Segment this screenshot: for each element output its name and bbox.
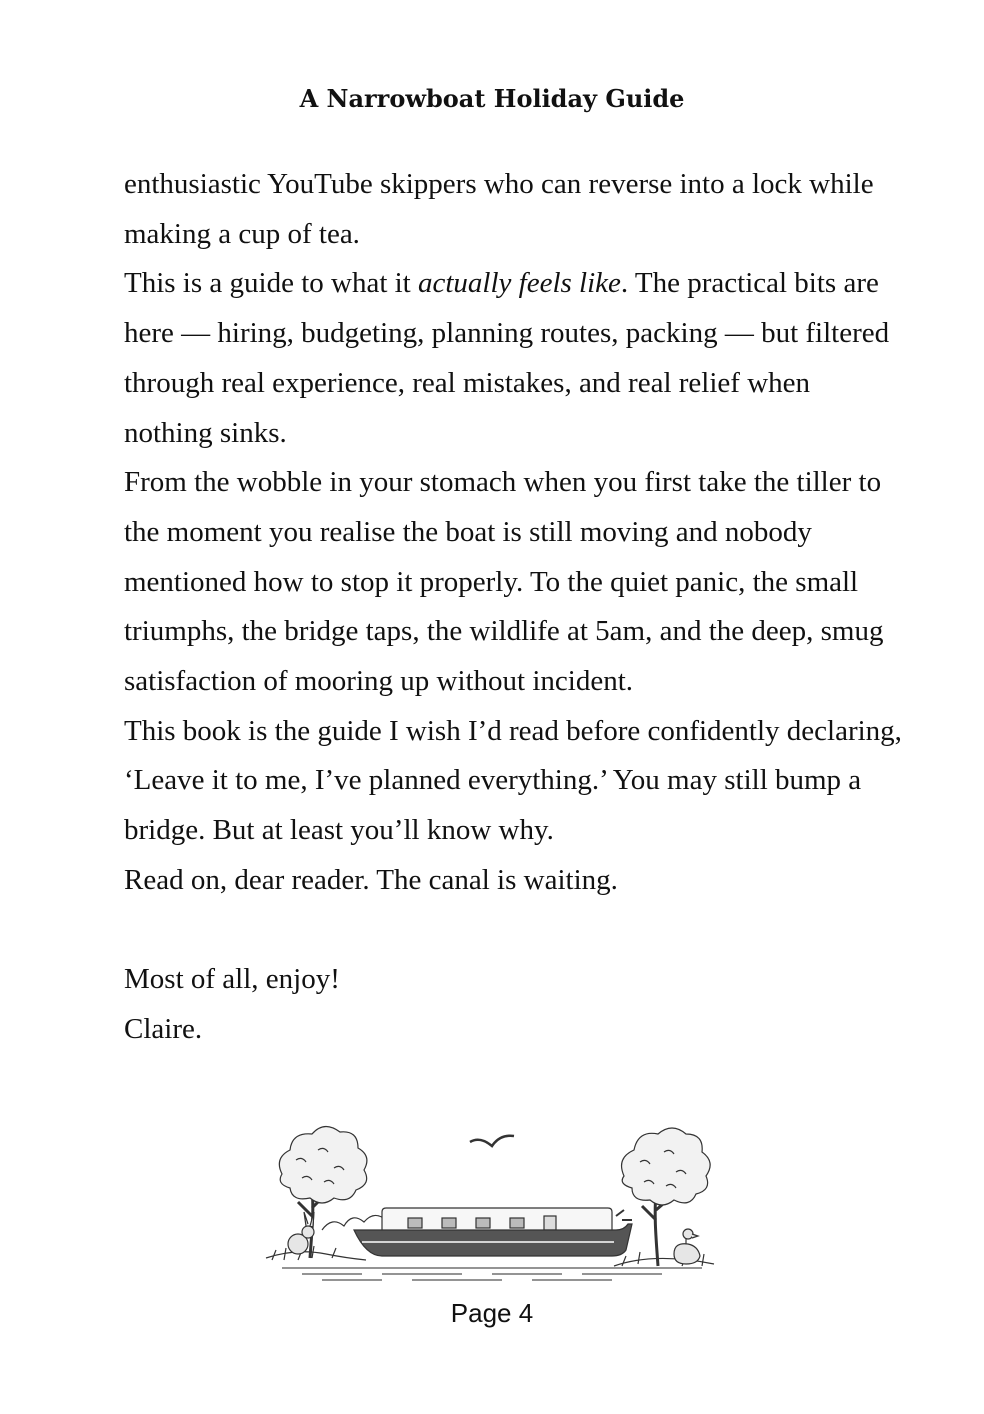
page-number: Page 4 bbox=[450, 1298, 534, 1328]
page-body bbox=[124, 160, 904, 1055]
canal-boat-illustration bbox=[262, 1120, 718, 1286]
paragraph-continuation: enthusiastic YouTube skippers who can reverse into a lock while making a cup of tea. bbox=[124, 168, 874, 250]
water bbox=[282, 1268, 702, 1280]
signature: Claire. bbox=[124, 1012, 203, 1045]
paragraph-read-on: Read on, dear reader. The canal is waiting. bbox=[124, 863, 618, 896]
running-header: A Narrowboat Holiday Guide bbox=[299, 84, 685, 113]
right-tree bbox=[622, 1128, 711, 1266]
narrowboat bbox=[354, 1208, 632, 1256]
text-run: . The practical bits are here — hiring, budgeting, planning routes, packing — but filtered through real experience, real mistakes, and real relief when nothing sinks. bbox=[124, 267, 890, 449]
text-run: This is a guide to what it bbox=[124, 267, 418, 300]
paragraph-experience: From the wobble in your stomach when you first take the tiller to the moment you realise the boat is still moving and nobody mentioned how to stop it properly. To the quiet panic, the small triumphs, the bridge taps, the wildlife at 5am, and the deep, smug satisfaction of mooring up without incident. bbox=[124, 466, 884, 698]
bird bbox=[470, 1136, 514, 1146]
emphasis-text: actually feels like bbox=[418, 267, 621, 300]
grass-bank-left bbox=[266, 1246, 366, 1260]
paragraph-guide-purpose bbox=[124, 259, 904, 458]
paragraph-wish: This book is the guide I wish I’d read before confidently declaring, ‘Leave it to me, I’ve planned everything.’ You may still bump a bridge. But at least you’ll know why. bbox=[124, 714, 902, 847]
closing-line: Most of all, enjoy! bbox=[124, 963, 340, 996]
paragraph-spacer bbox=[124, 906, 904, 956]
duck bbox=[674, 1229, 700, 1264]
